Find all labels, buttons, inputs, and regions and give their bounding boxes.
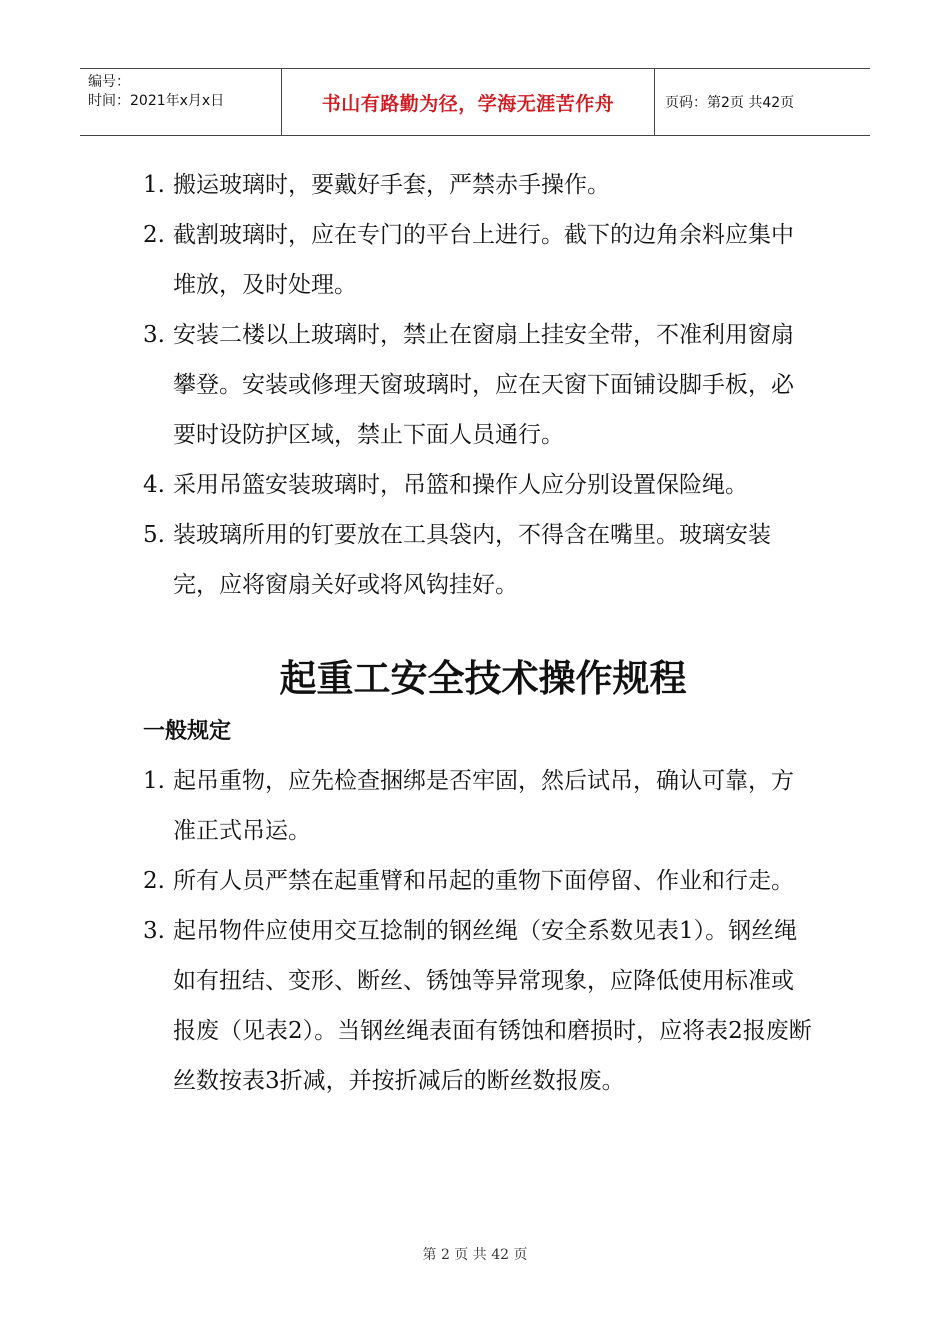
list-item-number: 1. (143, 172, 165, 198)
list-item-text: 截割玻璃时，应在专门的平台上进行。截下的边角余料应集中堆放，及时处理。 (173, 222, 794, 298)
section-two-list (143, 756, 823, 1106)
list-item (143, 906, 823, 1106)
list-item-number: 3. (143, 322, 165, 348)
list-item-text: 起吊物件应使用交互捻制的钢丝绳（安全系数见表1）。钢丝绳如有扭结、变形、断丝、锈蚀等异常现象，应降低使用标准或报废（见表2）。当钢丝绳表面有锈蚀和磨损时，应将表2报废断丝数按表3折减，并按折减后的断丝数报废。 (173, 918, 812, 1094)
list-item-number: 2. (143, 868, 165, 894)
list-item-number: 3. (143, 918, 165, 944)
header-page-info: 页码：第2页 共42页 (665, 95, 795, 111)
list-item (143, 460, 823, 510)
list-item (143, 210, 823, 310)
number-label: 编号： (88, 74, 130, 90)
list-item-number: 5. (143, 522, 165, 548)
list-item (143, 160, 823, 210)
header-motto: 书山有路勤为径，学海无涯苦作舟 (282, 69, 655, 135)
list-item (143, 510, 823, 610)
list-item-text: 所有人员严禁在起重臂和吊起的重物下面停留、作业和行走。 (173, 868, 794, 894)
list-item-number: 2. (143, 222, 165, 248)
section-title: 起重工安全技术操作规程 (279, 657, 687, 700)
list-item-text: 安装二楼以上玻璃时，禁止在窗扇上挂安全带，不准利用窗扇攀登。安装或修理天窗玻璃时，应在天窗下面铺设脚手板，必要时设防护区域，禁止下面人员通行。 (173, 322, 794, 448)
time-label: 时间：2021年x月x日 (88, 93, 225, 109)
list-item (143, 856, 823, 906)
list-item-text: 装玻璃所用的钉要放在工具袋内，不得含在嘴里。玻璃安装完，应将窗扇关好或将风钩挂好。 (173, 522, 771, 598)
page-footer: 第 2 页 共 42 页 (422, 1247, 528, 1263)
list-item-text: 采用吊篮安装玻璃时，吊篮和操作人应分别设置保险绳。 (173, 472, 748, 498)
list-item-number: 1. (143, 768, 165, 794)
header-table (80, 68, 870, 136)
section-one-list (143, 160, 823, 610)
list-item-text: 搬运玻璃时，要戴好手套，严禁赤手操作。 (173, 172, 610, 198)
section-subheading: 一般规定 (143, 719, 232, 744)
list-item-text: 起吊重物，应先检查捆绑是否牢固，然后试吊，确认可靠，方准正式吊运。 (173, 768, 794, 844)
header-left-cell (80, 69, 282, 135)
list-item (143, 756, 823, 856)
document-body (143, 160, 823, 1106)
list-item-number: 4. (143, 472, 165, 498)
list-item (143, 310, 823, 460)
